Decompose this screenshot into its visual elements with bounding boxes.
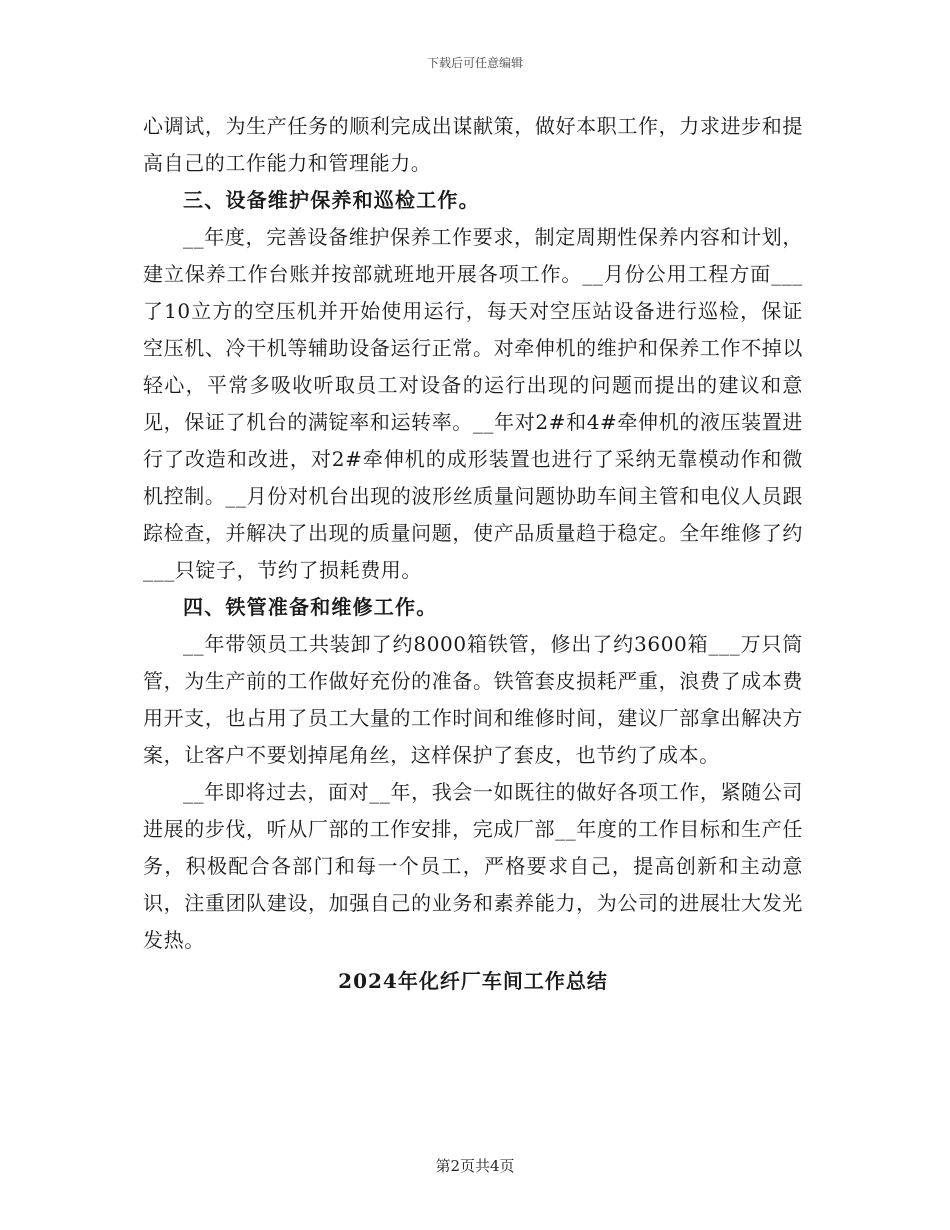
paragraph-intro: 心调试，为生产任务的顺利完成出谋献策，做好本职工作，力求进步和提高自己的工作能力和管理能力。: [143, 114, 803, 175]
page-number: 第2页共4页: [435, 1157, 515, 1175]
page-header-note: 下载后可任意编辑: [426, 56, 523, 70]
paragraph-closing: __年即将过去，面对__年，我会一如既往的做好各项工作，紧随公司进展的步伐，听从厂部的工作安排，完成厂部__年度的工作目标和生产任务，积极配合各部门和每一个员工，严格要求自己，提高创新和主动意识，注重团队建设，加强自己的业务和素养能力，为公司的进展壮大发光发热。: [143, 780, 803, 952]
section-heading-iron-tube: 四、铁管准备和维修工作。: [183, 595, 438, 619]
paragraph-equipment-maintenance: __年度，完善设备维护保养工作要求，制定周期性保养内容和计划，建立保养工作台账并按部就班地开展各项工作。__月份公用工程方面___了10立方的空压机并开始使用运行，每天对空压站设备进行巡检，保证空压机、冷干机等辅助设备运行正常。对牵伸机的维护和保养工作不掉以轻心，平常多吸收听取员工对设备的运行出现的问题而提出的建议和意见，保证了机台的满锭率和运转率。__年对2#和4#牵伸机的液压装置进行了改造和改进，对2#牵伸机的成形装置也进行了采纳无靠模动作和微机控制。__月份对机台出现的波形丝质量问题协助车间主管和电仪人员跟踪检查，并解决了出现的质量问题，使产品质量趋于稳定。全年维修了约___只锭子，节约了损耗费用。: [143, 225, 803, 582]
document-title: 2024年化纤厂车间工作总结: [338, 969, 608, 993]
document-body: [143, 108, 803, 1000]
paragraph-iron-tube: __年带领员工共装卸了约8000箱铁管，修出了约3600箱___万只筒管，为生产前的工作做好充份的准备。铁管套皮损耗严重，浪费了成本费用开支，也占用了员工大量的工作时间和维修时间，建议厂部拿出解决方案，让客户不要划掉尾角丝，这样保护了套皮，也节约了成本。: [143, 632, 803, 767]
section-heading-equipment-maintenance: 三、设备维护保养和巡检工作。: [183, 188, 480, 212]
